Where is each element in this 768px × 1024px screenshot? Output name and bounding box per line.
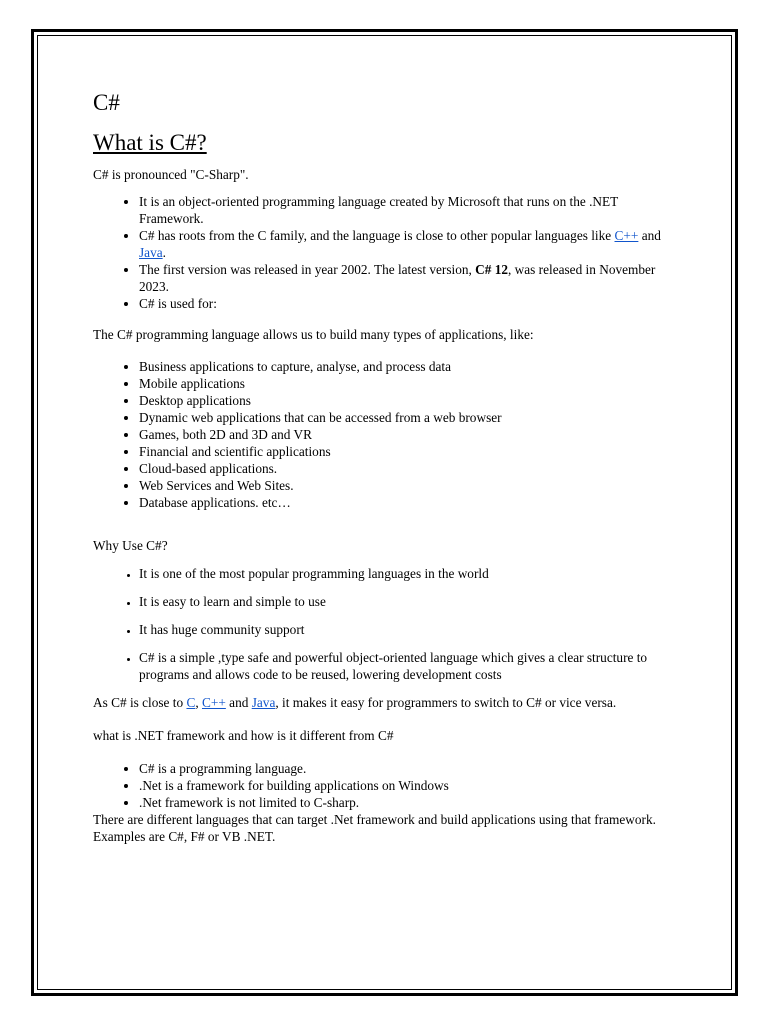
list-item: • It is easy to learn and simple to use — [139, 593, 683, 610]
list-item: • It is one of the most popular programming languages in the world — [139, 565, 683, 582]
why-use-list — [93, 565, 683, 683]
cpp-link[interactable]: C++ — [614, 228, 639, 243]
list-item — [139, 261, 683, 295]
list-item: • .Net is a framework for building applications on Windows — [139, 777, 683, 794]
list-item — [139, 295, 683, 312]
net-bullet-list — [93, 760, 683, 811]
applications-intro-paragraph: The C# programming language allows us to build many types of applications, like: — [93, 327, 534, 342]
list-item — [139, 193, 683, 227]
why-use-heading: Why Use C#? — [93, 538, 168, 553]
closing-text: , — [195, 695, 202, 710]
closing-text: As C# is close to — [93, 695, 187, 710]
cpp-link[interactable]: C++ — [201, 695, 226, 710]
list-item: • C# is a simple ,type safe and powerful object-oriented language which gives a clear structure to programs and allows code to be reused, lowering development costs — [139, 649, 683, 683]
list-item-text: The first version was released in year 2002. The latest version, — [139, 262, 476, 277]
closing-paragraph — [93, 694, 683, 711]
document-title: C# — [93, 90, 120, 115]
java-link[interactable]: Java — [139, 245, 163, 260]
java-link[interactable]: Java — [251, 695, 276, 710]
section-heading-what-is: What is C#? — [93, 130, 207, 155]
list-item: • Web Services and Web Sites. — [139, 477, 683, 494]
list-item: • Desktop applications — [139, 392, 683, 409]
list-item: • Business applications to capture, analyse, and process data — [139, 358, 683, 375]
list-item: • C# is a programming language. — [139, 760, 683, 777]
net-framework-heading: what is .NET framework and how is it different from C# — [93, 728, 394, 743]
list-item-text: It is an object-oriented programming language created by Microsoft that runs on the .NET Framework. — [139, 194, 619, 226]
list-item: • .Net framework is not limited to C-sharp. — [139, 794, 683, 811]
c-link[interactable]: C — [186, 695, 196, 710]
closing-text: , it makes it easy for programmers to switch to C# or vice versa. — [275, 695, 617, 710]
list-item-text: . — [162, 245, 166, 260]
version-bold: C# 12 — [475, 262, 509, 277]
list-item: • Dynamic web applications that can be accessed from a web browser — [139, 409, 683, 426]
closing-text: and — [225, 695, 252, 710]
examples-paragraph: Examples are C#, F# or VB .NET. — [93, 829, 276, 844]
list-item-text: , was released in November 2023. — [139, 262, 656, 294]
list-item-text: and — [638, 228, 661, 243]
list-item-text: C# has roots from the C family, and the language is close to other popular languages like — [139, 228, 615, 243]
list-item: • Database applications. etc… — [139, 494, 683, 511]
list-item: • It has huge community support — [139, 621, 683, 638]
pronunciation-paragraph: C# is pronounced "C-Sharp". — [93, 167, 249, 182]
applications-list — [93, 358, 683, 511]
list-item: • Financial and scientific applications — [139, 443, 683, 460]
list-item — [139, 227, 683, 261]
list-item: • Cloud-based applications. — [139, 460, 683, 477]
list-item-text: C# is used for: — [139, 296, 217, 311]
net-paragraph: There are different languages that can target .Net framework and build applications using that framework. — [93, 812, 656, 827]
intro-bullet-list — [93, 193, 683, 312]
list-item: • Mobile applications — [139, 375, 683, 392]
document-body — [93, 86, 683, 845]
list-item: • Games, both 2D and 3D and VR — [139, 426, 683, 443]
